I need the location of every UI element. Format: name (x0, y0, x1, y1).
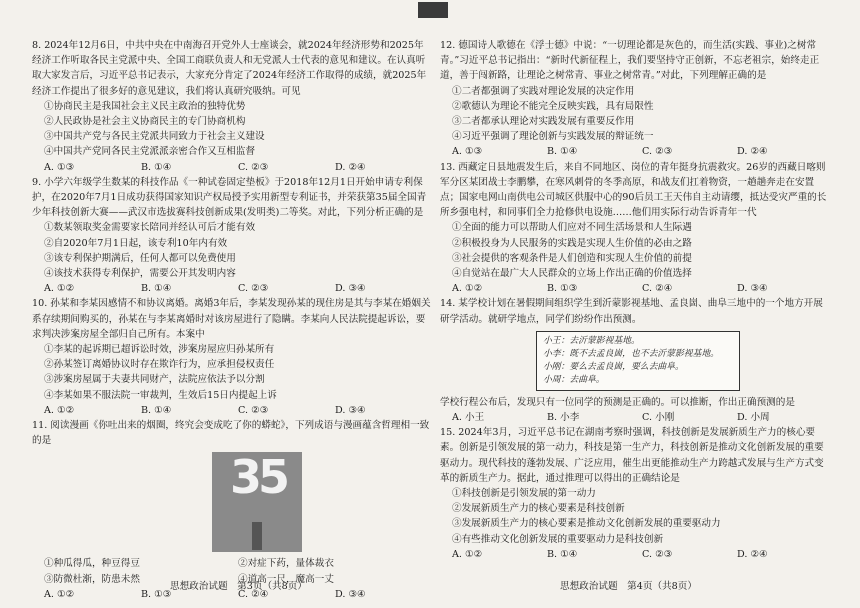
q8-stem: 8. 2024年12月6日，中共中央在中南海召开党外人士座谈会，就2024年经济形势和2025年经济工作听取各民主党派中央、全国工商联负责人和无党派人士代表的意见和建议。在认真听取大家发言后，习近平总书记表示，大家充分肯定了2024年经济工作取得的成绩，就2025年经济工作提出了很多好的意见建议，我们将认真研究吸纳。可见 (32, 40, 427, 97)
smoke-ring-comic-image (212, 452, 302, 552)
q9-stem: 9. 小学六年级学生数某的科技作品《一种试卷固定垫板》于2018年12月1日开始申请专利保护，在2020年7月1日成功获得国家知识产权局授予实用新型专利证书，并荣获第35届全国青少年科技创新大赛——武汉市选拔赛科技创新成果(发明类)二等奖。对此，下列分析正确的是 (32, 176, 427, 219)
q10-option: ③涉案房屋属于夫妻共同财产，法院应依法予以分割 (44, 374, 265, 386)
choice[interactable]: C. ②③ (238, 404, 269, 416)
q14-stem: 14. 某学校计划在暑假期间组织学生到沂蒙影视基地、孟良崮、曲阜三地中的一个地方开展研学活动。就研学地点，同学们纷纷作出预测。 (440, 298, 823, 325)
q8-choices (32, 160, 432, 175)
q8-option: ①协商民主是我国社会主义民主政治的独特优势 (44, 100, 246, 112)
q15-option: ③发展新质生产力的核心要素是推动文化创新发展的重要驱动力 (452, 518, 721, 530)
q14-stem-2: 学校行程公布后，发现只有一位同学的预测是正确的。可以推断，作出正确预测的是 (440, 396, 795, 408)
page-footer-right: 思想政治试题 第4页（共8页） (560, 581, 697, 592)
prediction-box (536, 331, 740, 391)
prediction-line: 小周：去曲阜。 (543, 374, 605, 385)
page-footer-left: 思想政治试题 第3页（共8页） (170, 581, 307, 592)
choice[interactable]: C. 小刚 (642, 412, 675, 424)
q13-stem: 13. 西藏定日县地震发生后，来自不同地区、岗位的青年挺身抗震救灾。26岁的西藏日喀则军分区某团战士李鹏攀，在寒风刺骨的冬季高原，和战友们扛着物资，一趟趟奔走在安置点；国家电网山南供电公司城区供服中心的90后员工王天伟自主动请缨，抵达受灾严重的长所乡强电村，和同事们全力抢修供电设施……他们用实际行动告诉青年一代 (440, 161, 827, 219)
choice[interactable]: A. ①② (452, 548, 483, 560)
q9-option: ②自2020年7月1日起，该专利10年内有效 (44, 237, 228, 249)
choice[interactable]: C. ②③ (642, 548, 673, 560)
choice[interactable]: A. ①② (44, 404, 75, 416)
choice[interactable]: A. ①② (44, 283, 75, 295)
prediction-line: 小刚：要么去孟良崮，要么去曲阜。 (543, 361, 684, 372)
q13-choices (440, 281, 832, 296)
question-8 (32, 38, 432, 175)
choice[interactable]: D. ③④ (335, 404, 366, 416)
choice[interactable]: D. ③④ (335, 283, 366, 295)
q10-option: ②孙某签订离婚协议时存在欺诈行为，应承担侵权责任 (44, 359, 275, 371)
q8-option: ②人民政协是社会主义协商民主的专门协商机构 (44, 116, 246, 128)
choice[interactable]: A. ①② (452, 283, 483, 295)
q15-stem: 15. 2024年3月，习近平总书记在湖南考察时强调，科技创新是发展新质生产力的核心要素。创新是引领发展的第一动力，科技是第一生产力，科技创新是推动文化创新发展的重要驱动力。现代科技的蓬勃发展、广泛应用，催生出更能推动生产力跨越式发展与生产方式变革的新质生产力。据此，通过推理可以得出的正确结论是 (440, 427, 824, 484)
q10-option: ④李某如果不服法院一审裁判，生效后15日内提起上诉 (44, 389, 277, 401)
choice[interactable]: B. ①④ (547, 548, 578, 560)
q12-choices (440, 144, 832, 159)
question-13 (440, 160, 832, 297)
q11-option: ①种瓜得瓜，种豆得豆 (44, 558, 140, 570)
q8-option: ④中国共产党同各民主党派派亲密合作又互相监督 (44, 146, 256, 158)
choice[interactable]: B. ①④ (141, 283, 172, 295)
question-10 (32, 296, 432, 418)
prediction-line: 小王：去沂蒙影视基地。 (543, 335, 640, 346)
comic-number: 35 (230, 450, 287, 505)
question-14 (440, 296, 832, 425)
q15-option: ②发展新质生产力的核心要素是科技创新 (452, 503, 625, 515)
choice[interactable]: D. ③④ (335, 588, 366, 600)
choice[interactable]: C. ②③ (238, 283, 269, 295)
q12-option: ①二者都强调了实践对理论发展的决定作用 (452, 85, 635, 97)
choice[interactable]: D. 小周 (737, 412, 770, 424)
q9-option: ④该技术获得专利保护，需要公开其发明内容 (44, 268, 236, 280)
q10-stem: 10. 孙某和李某因感情不和协议离婚。离婚3年后，李某发现孙某的现住房是其与李某在婚姻关系存续期间购买的，孙某在与李某离婚时对该房屋进行了隐瞒。李某向人民法院提起诉讼，要求判决涉案房屋全部归自己所有。本案中 (32, 298, 431, 340)
choice[interactable]: D. ②④ (335, 161, 366, 173)
choice[interactable]: C. ②③ (642, 146, 673, 158)
q9-option: ①数某领取奖金需要家长陪同并经认可后才能有效 (44, 222, 256, 234)
choice[interactable]: D. ②④ (737, 146, 768, 158)
q14-choices (440, 410, 832, 425)
left-column (32, 38, 432, 602)
q15-choices (440, 547, 832, 562)
choice[interactable]: B. ①④ (141, 404, 172, 416)
q11-option: ④道高一尺，魔高一丈 (238, 573, 334, 585)
q8-option: ③中国共产党与各民主党派共同致力于社会主义建设 (44, 131, 265, 143)
prediction-line: 小李：既不去孟良崮，也不去沂蒙影视基地。 (543, 348, 719, 359)
q13-option: ①全面的能力可以帮助人们应对不同生活场景和人生际遇 (452, 222, 692, 234)
smoker-figure-icon (252, 522, 262, 550)
choice[interactable]: B. ①④ (547, 146, 578, 158)
q11-option: ③防微杜渐，防患未然 (44, 573, 140, 585)
right-column (440, 38, 832, 562)
question-15 (440, 425, 832, 562)
choice[interactable]: A. ①② (44, 588, 75, 600)
q12-option: ②歌德认为理论不能完全反映实践，具有局限性 (452, 100, 654, 112)
q15-option: ①科技创新是引领发展的第一动力 (452, 488, 596, 500)
question-9 (32, 175, 432, 297)
choice[interactable]: A. ①③ (44, 161, 75, 173)
choice[interactable]: B. 小李 (547, 412, 580, 424)
q15-option: ④有些推动文化创新发展的重要驱动力是科技创新 (452, 533, 664, 545)
choice[interactable]: C. ②④ (642, 283, 673, 295)
choice[interactable]: D. ②④ (737, 548, 768, 560)
choice[interactable]: A. 小王 (452, 412, 485, 424)
q10-option: ①李某的起诉期已超诉讼时效，涉案房屋应归孙某所有 (44, 344, 275, 356)
q11-option: ②对症下药，量体裁衣 (238, 558, 334, 570)
q13-option: ②积极投身为人民服务的实践是实现人生价值的必由之路 (452, 237, 692, 249)
choice[interactable]: A. ①③ (452, 146, 483, 158)
q9-option: ③该专利保护期满后，任何人都可以免费使用 (44, 252, 236, 264)
q13-option: ③社会提供的客观条件是人们创造和实现人生价值的前提 (452, 252, 692, 264)
q9-choices (32, 281, 432, 296)
q10-choices (32, 403, 432, 418)
q11-stem: 11. 阅读漫画《你吐出来的烟圈，终究会变成吃了你的蟒蛇》，下列成语与漫画蕴含哲理相一致的是 (32, 420, 430, 447)
choice[interactable]: B. ①③ (547, 283, 578, 295)
q12-stem: 12. 德国诗人歌德在《浮士德》中说：“一切理论都是灰色的，而生活(实践、事业)之树常青。”习近平总书记指出：“新时代新征程上，我们要坚持守正创新，不忘老祖宗，始终走正道，善于闯新路，让理论之树常青、事业之树常青。”对此，下列理解正确的是 (440, 40, 820, 82)
binding-mark (418, 2, 448, 18)
q12-option: ③二者都承认理论对实践发展有重要反作用 (452, 116, 635, 128)
q13-option: ④自觉站在最广大人民群众的立场上作出正确的价值选择 (452, 268, 692, 280)
question-12 (440, 38, 832, 160)
choice[interactable]: B. ①③ (141, 588, 172, 600)
choice[interactable]: C. ②③ (238, 161, 269, 173)
q11-options-row (32, 556, 432, 571)
choice[interactable]: C. ②④ (238, 588, 269, 600)
q12-option: ④习近平强调了理论创新与实践发展的辩证统一 (452, 131, 654, 143)
choice[interactable]: D. ③④ (737, 283, 768, 295)
choice[interactable]: B. ①④ (141, 161, 172, 173)
question-11 (32, 418, 432, 602)
